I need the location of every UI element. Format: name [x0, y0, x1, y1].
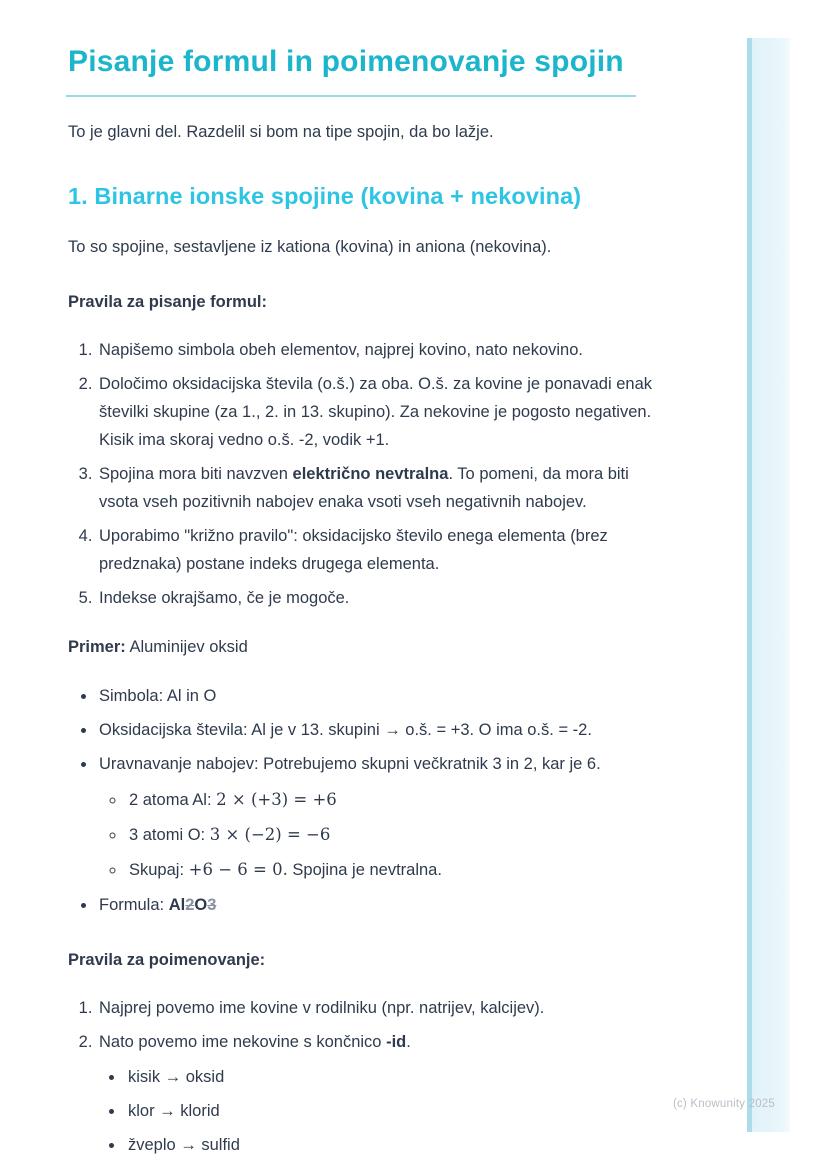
bullet-text: Oksidacijska števila: Al je v 13. skupini → o.š. = +3. O ima o.š. = -2.: [99, 721, 592, 739]
balancing-steps: [99, 786, 662, 884]
formula-index-2: 2: [185, 896, 195, 914]
example-text: žveplo → sulfid: [128, 1136, 240, 1154]
suffix-example-klor: [125, 1098, 662, 1125]
rule-text: .: [406, 1033, 411, 1051]
step-aluminium: [126, 786, 662, 814]
suffix-examples: [99, 1064, 662, 1159]
example-formula: [97, 891, 662, 919]
step-total: [126, 856, 662, 884]
formula-label: Formula:: [99, 896, 169, 914]
rule-text: Nato povemo ime nekovine s končnico: [99, 1033, 387, 1051]
example-symbols: [97, 682, 662, 710]
naming-rule-2: [97, 1028, 662, 1159]
formula-rule-1: [97, 336, 662, 364]
example-name: Aluminijev oksid: [125, 638, 248, 656]
math-expression: 2 × (+3) = +6: [216, 790, 337, 809]
example-text: kisik → oksid: [128, 1068, 225, 1086]
formula-rule-4: [97, 522, 662, 578]
suffix-example-kisik: [125, 1064, 662, 1091]
step-oxygen: [126, 821, 662, 849]
step-text: 2 atoma Al:: [129, 791, 217, 809]
example-oxidation-numbers: [97, 716, 662, 744]
rule-bold-phrase: električno nevtralna: [292, 465, 449, 483]
bullet-text: Uravnavanje nabojev: Potrebujemo skupni večkratnik 3 in 2, kar je 6.: [99, 755, 601, 773]
formula-rules-label: Pravila za pisanje formul:: [68, 293, 267, 311]
naming-rules-label: Pravila za poimenovanje:: [68, 951, 266, 969]
rule-text: Indekse okrajšamo, če je mogoče.: [99, 589, 350, 607]
page-title: Pisanje formul in poimenovanje spojin: [68, 45, 624, 78]
title-divider: [66, 95, 636, 97]
rule-text: Spojina mora biti navzven: [99, 465, 293, 483]
formula-element-al: Al: [168, 896, 186, 914]
example-charge-balancing: [97, 750, 662, 884]
intro-text: To je glavni del. Razdelil si bom na tipe spojin, da bo lažje.: [68, 123, 494, 141]
section-description: To so spojine, sestavljene iz kationa (kovina) in aniona (nekovina).: [68, 238, 552, 256]
bullet-text: Simbola: Al in O: [99, 687, 217, 705]
example-text: klor → klorid: [128, 1102, 220, 1120]
rule-text: Napišemo simbola obeh elementov, najprej kovino, nato nekovino.: [99, 341, 583, 359]
section-heading: 1. Binarne ionske spojine (kovina + nekovina): [68, 183, 582, 209]
example-line: [68, 634, 662, 661]
suffix-example-zveplo: [125, 1132, 662, 1159]
formula-index-3: 3: [207, 896, 217, 914]
rule-text: . To pomeni, da mora biti vsota vseh pozitivnih nabojev enaka vsoti vseh negativnih nabojev.: [99, 465, 629, 511]
formula-rule-2: [97, 370, 662, 454]
example-bullets: [68, 682, 662, 919]
example-label: Primer:: [68, 638, 126, 656]
suffix-bold: -id: [386, 1033, 407, 1051]
step-text: Skupaj:: [129, 861, 189, 879]
naming-rule-1: [97, 994, 662, 1022]
formula-rule-5: [97, 584, 662, 612]
rule-text: Uporabimo "križno pravilo": oksidacijsko število enega elementa (brez predznaka) postane indeks drugega elementa.: [99, 527, 608, 573]
formula-rules-list: [68, 336, 662, 612]
step-text: 3 atomi O:: [129, 826, 210, 844]
naming-rules-list: [68, 994, 662, 1159]
math-expression: +6 − 6 = 0.: [188, 860, 288, 879]
page-edge-strip: [747, 38, 790, 1132]
formula-rule-3: [97, 460, 662, 516]
rule-text: Najprej povemo ime kovine v rodilniku (npr. natrijev, kalcijev).: [99, 999, 545, 1017]
footer-copyright: (c) Knowunity 2025: [672, 1098, 775, 1110]
formula-element-o: O: [194, 896, 208, 914]
step-text: Spojina je nevtralna.: [287, 861, 442, 879]
math-expression: 3 × (−2) = −6: [209, 825, 331, 844]
rule-text: Določimo oksidacijska števila (o.š.) za oba. O.š. za kovine je ponavadi enak številki skupine (za 1., 2. in 13. skupino). Za nekovine je pogosto negativen. Kisik ima skoraj vedno o.š. -2, vodik +1.: [99, 375, 653, 449]
page-content: [68, 42, 662, 1166]
